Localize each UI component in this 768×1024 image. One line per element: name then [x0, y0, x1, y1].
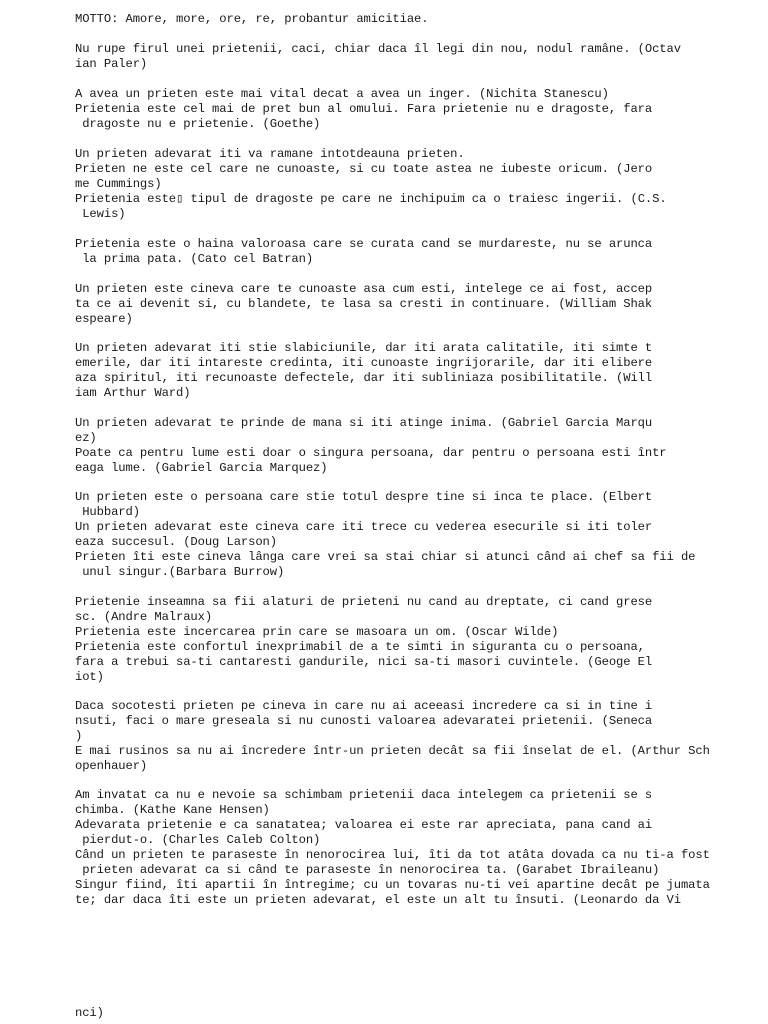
- quote-line: Un prieten adevarat te prinde de mana si iti atinge inima. (Gabriel Garcia Marqu: [75, 416, 653, 430]
- quote-line: Singur fiind, îti apartii în întregime; cu un tovaras nu-ti vei apartine decât pe jumata: [75, 878, 710, 892]
- quote-line: iam Arthur Ward): [75, 386, 191, 400]
- quote-line: Când un prieten te paraseste în nenorocirea lui, îti da tot atâta dovada ca nu ti-a fost: [75, 848, 710, 862]
- quote-line: Un prieten este o persoana care stie totul despre tine si inca te place. (Elbert: [75, 490, 653, 504]
- quote-line: eaga lume. (Gabriel Garcia Marquez): [75, 461, 328, 475]
- quote-line: iot): [75, 670, 104, 684]
- quote-line: aza spiritul, iti recunoaste defectele, dar iti subliniaza posibilitatile. (Will: [75, 371, 653, 385]
- quote-line: chimba. (Kathe Kane Hensen): [75, 803, 270, 817]
- quote-line: nsuti, faci o mare greseala si nu cunosti valoarea adevaratei prietenii. (Seneca: [75, 714, 653, 728]
- motto-line: MOTTO: Amore, more, ore, re, probantur amicitiae.: [75, 12, 429, 26]
- quote-line: prieten adevarat ca si când te paraseste în nenorocirea ta. (Garabet Ibraileanu): [75, 863, 660, 877]
- quote-line: Hubbard): [75, 505, 140, 519]
- quote-line: Prietenia este cel mai de pret bun al omului. Fara prietenie nu e dragoste, fara: [75, 102, 653, 116]
- quote-line: Prietenia este o haina valoroasa care se curata cand se murdareste, nu se arunca: [75, 237, 653, 251]
- quote-line: Daca socotesti prieten pe cineva in care nu ai aceeasi incredere ca si in tine i: [75, 699, 653, 713]
- quote-line: Lewis): [75, 207, 126, 221]
- quote-line: me Cummings): [75, 177, 162, 191]
- quote-line: sc. (Andre Malraux): [75, 610, 213, 624]
- quote-line: espeare): [75, 312, 133, 326]
- quote-line: A avea un prieten este mai vital decat a avea un inger. (Nichita Stanescu): [75, 87, 609, 101]
- quote-line: Nu rupe firul unei prietenii, caci, chiar daca îl legi din nou, nodul ramâne. (Octav: [75, 42, 681, 56]
- quote-line: pierdut-o. (Charles Caleb Colton): [75, 833, 321, 847]
- quote-line: Prietenie inseamna sa fii alaturi de prieteni nu cand au dreptate, ci cand grese: [75, 595, 653, 609]
- quote-line: Prietenia este confortul inexprimabil de a te simti in siguranta cu o persoana,: [75, 640, 645, 654]
- quote-line: dragoste nu e prietenie. (Goethe): [75, 117, 321, 131]
- quote-line: Am invatat ca nu e nevoie sa schimbam prietenii daca intelegem ca prietenii se s: [75, 788, 653, 802]
- quote-line: unul singur.(Barbara Burrow): [75, 565, 285, 579]
- quote-line: eaza succesul. (Doug Larson): [75, 535, 277, 549]
- quote-line: Un prieten adevarat este cineva care iti trece cu vederea esecurile si iti toler: [75, 520, 653, 534]
- quote-line: Prieten îti este cineva lânga care vrei sa stai chiar si atunci când ai chef sa fii de: [75, 550, 696, 564]
- quote-line: emerile, dar iti intareste credinta, iti cunoaste ingrijorarile, dar iti elibere: [75, 356, 653, 370]
- quote-line: Un prieten adevarat iti va ramane intotdeauna prieten.: [75, 147, 465, 161]
- quote-line: Prietenia este incercarea prin care se masoara un om. (Oscar Wilde): [75, 625, 559, 639]
- quote-line: te; dar daca îti este un prieten adevarat, el este un alt tu însuti. (Leonardo da Vi: [75, 893, 681, 907]
- quote-line: Un prieten este cineva care te cunoaste asa cum esti, intelege ce ai fost, accep: [75, 282, 653, 296]
- quote-line: nci): [75, 1006, 104, 1020]
- quote-line: Adevarata prietenie e ca sanatatea; valoarea ei este rar apreciata, pana cand ai: [75, 818, 653, 832]
- quote-line: ta ce ai devenit si, cu blandete, te lasa sa cresti in continuare. (William Shak: [75, 297, 653, 311]
- quote-line: ): [75, 729, 83, 743]
- quote-line: Un prieten adevarat iti stie slabiciunile, dar iti arata calitatile, iti simte t: [75, 341, 653, 355]
- quote-line: Prieten ne este cel care ne cunoaste, si cu toate astea ne iubeste oricum. (Jero: [75, 162, 653, 176]
- quote-line: Poate ca pentru lume esti doar o singura persoana, dar pentru o persoana esti într: [75, 446, 667, 460]
- quote-line: ian Paler): [75, 57, 148, 71]
- quote-line: fara a trebui sa-ti cantaresti gandurile, nici sa-ti masori cuvintele. (Geoge El: [75, 655, 653, 669]
- quote-line: Prietenia este▯ tipul de dragoste pe care ne inchipuim ca o traiesc ingerii. (C.S.: [75, 192, 667, 206]
- quote-line: ez): [75, 431, 97, 445]
- quote-line: E mai rusinos sa nu ai încredere într-un prieten decât sa fii înselat de el. (Arthur Sch: [75, 744, 710, 758]
- quote-line: la prima pata. (Cato cel Batran): [75, 252, 314, 266]
- quote-line: openhauer): [75, 759, 148, 773]
